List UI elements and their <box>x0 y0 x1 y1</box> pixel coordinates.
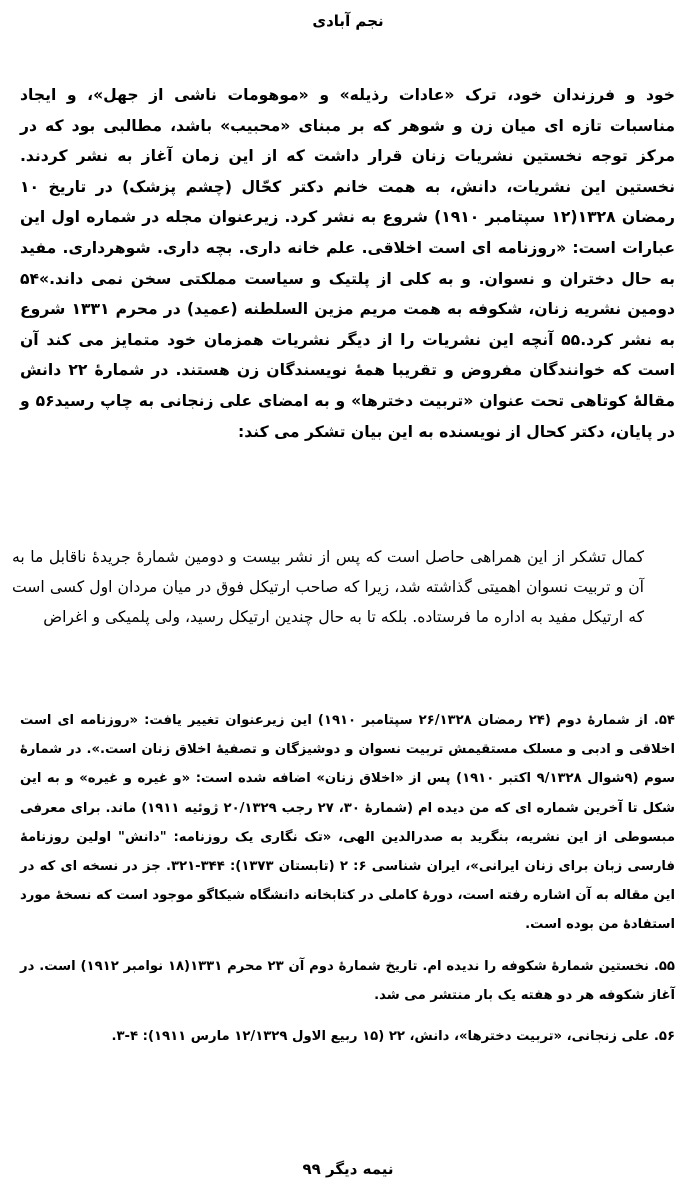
main-paragraph <box>20 80 675 447</box>
quote-text: کمال تشکر از این همراهی حاصل است که پس از نشر بیست و دومین شمارهٔ جریدهٔ ناقابل ما به آن و تربیت نسوان اهمیتی گذاشته شد، زیرا که صاحب ارتیکل فوق در میان مردان اول کسی است که ارتیکل مفید به اداره ما فرستاده. بلکه تا به حال چندین ارتیکل رسید، ولی پلمیکی و اغراض <box>12 548 644 626</box>
block-quote <box>12 542 644 632</box>
page-footer: نیمه دیگر ۹۹ <box>302 1160 394 1178</box>
footnote-55: ۵۵. نخستین شمارهٔ شکوفه را ندیده ام. تاریخ شمارهٔ دوم آن ۲۳ محرم ۱۳۳۱(۱۸ نوامبر ۱۹۱۲) است. در آغاز شکوفه هر دو هفته یک بار منتشر می شد. <box>20 958 675 1003</box>
running-header: نجم آبادی <box>312 12 384 30</box>
footnote-56: ۵۶. علی زنجانی، «تربیت دخترها»، دانش، ۲۲ (۱۵ ربیع الاول ۱۲/۱۳۲۹ مارس ۱۹۱۱): ۴-۳. <box>111 1029 675 1045</box>
footnote-54: ۵۴. از شمارهٔ دوم (۲۴ رمضان ۲۶/۱۳۲۸ سپتامبر ۱۹۱۰) این زیرعنوان تغییر یافت: «روزنامه ای است اخلاقی و ادبی و مسلک مستقیمش تربیت نسوان و دوشیزگان و تصفیهٔ اخلاق زنان است.». در شمارهٔ سوم (۹شوال ۹/۱۳۲۸ اکتبر ۱۹۱۰) پس از «اخلاق زنان» اضافه شده است: «و غیره و غیره» و به این شکل تا آخرین شماره ای که من دیده ام (شمارهٔ ۳۰، ۲۷ رجب ۲۰/۱۳۲۹ ژوئیه ۱۹۱۱) ماند. برای معرفی مبسوطی از این نشریه، بنگرید به صدرالدین الهی، «تک نگاری یک روزنامه: "دانش" اولین روزنامهٔ فارسی زبان برای زنان ایرانی»، ایران شناسی ۶: ۲ (تابستان ۱۳۷۳): ۳۴۴-۳۲۱. جز در نسخه ای که در این مقاله به آن اشاره رفته است، دورهٔ کاملی در کتابخانه دانشگاه شیکاگو موجود است که نسخهٔ مورد استفادهٔ من بوده است. <box>20 713 676 933</box>
footnotes <box>20 706 675 1063</box>
paragraph-text: خود و فرزندان خود، ترک «عادات رذیله» و «موهومات ناشی از جهل»، و ایجاد مناسبات تازه ای میان زن و شوهر که بر مبنای «محبیب» باشد، مطالبی بود که در مرکز توجه نخستین نشریات زنان قرار داشت که از این زمان آغاز به نشر کردند. نخستین این نشریات، دانش، به همت خانم دکتر کحّال (چشم پزشک) در تاریخ ۱۰ رمضان ۱۳۲۸(۱۲ سپتامبر ۱۹۱۰) شروع به نشر کرد. زیرعنوان مجله در شماره اول این عبارات است: «روزنامه ای است اخلاقی. علم خانه داری. بچه داری. شوهرداری. مفید به حال دختران و نسوان. و به کلی از پلتیک و سیاست مملکتی سخن نمی داند.»۵۴ دومین نشریه زنان، شکوفه به همت مریم مزین السلطنه (عمید) در محرم ۱۳۳۱ شروع به نشر کرد.۵۵ آنچه این نشریات را از دیگر نشریات همزمان خود متمایز می کند آن است که خوانندگان مفروض و تقریبا همهٔ نویسندگان زن هستند. در شمارهٔ ۲۲ دانش مقالهٔ کوتاهی تحت عنوان «تربیت دخترها» و به امضای علی زنجانی به چاپ رسید۵۶ و در پایان، دکتر کحال از نویسنده به این بیان تشکر می کند: <box>20 86 676 441</box>
